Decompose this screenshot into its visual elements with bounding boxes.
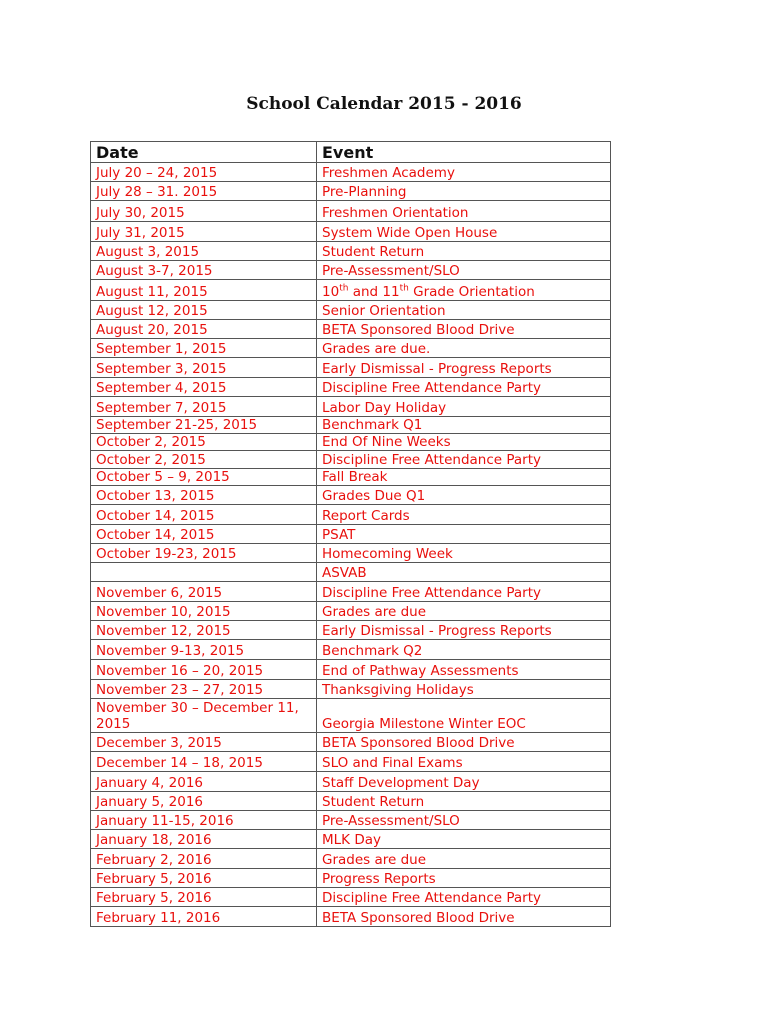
date-cell: August 12, 2015 — [91, 301, 317, 320]
event-cell: Benchmark Q1 — [317, 417, 611, 434]
event-cell: Discipline Free Attendance Party — [317, 378, 611, 397]
date-cell: August 3-7, 2015 — [91, 261, 317, 280]
date-cell: July 28 – 31. 2015 — [91, 182, 317, 201]
table-row — [91, 339, 611, 358]
table-row — [91, 525, 611, 544]
date-cell: December 3, 2015 — [91, 733, 317, 752]
event-cell: PSAT — [317, 525, 611, 544]
calendar-body — [91, 163, 611, 927]
date-cell: February 2, 2016 — [91, 849, 317, 869]
table-row — [91, 640, 611, 660]
date-cell: September 3, 2015 — [91, 358, 317, 378]
date-cell: July 31, 2015 — [91, 222, 317, 242]
date-cell: July 20 – 24, 2015 — [91, 163, 317, 182]
document-title: School Calendar 2015 - 2016 — [246, 94, 522, 114]
event-cell: Staff Development Day — [317, 772, 611, 792]
date-cell: February 11, 2016 — [91, 907, 317, 927]
date-cell: September 21-25, 2015 — [91, 417, 317, 434]
calendar-table — [90, 141, 611, 927]
event-cell: Homecoming Week — [317, 544, 611, 563]
event-cell: Georgia Milestone Winter EOC — [317, 699, 611, 733]
table-row — [91, 772, 611, 792]
table-row — [91, 849, 611, 869]
date-cell: September 1, 2015 — [91, 339, 317, 358]
event-cell: SLO and Final Exams — [317, 752, 611, 772]
event-cell: Discipline Free Attendance Party — [317, 451, 611, 469]
date-cell: August 20, 2015 — [91, 320, 317, 339]
date-cell: October 5 – 9, 2015 — [91, 469, 317, 486]
event-text: 10 — [322, 283, 340, 300]
event-cell: Freshmen Orientation — [317, 201, 611, 222]
date-cell: January 18, 2016 — [91, 830, 317, 849]
date-cell: November 10, 2015 — [91, 602, 317, 621]
event-cell: ASVAB — [317, 563, 611, 582]
event-cell: Grades Due Q1 — [317, 486, 611, 505]
table-row — [91, 451, 611, 469]
date-cell: September 4, 2015 — [91, 378, 317, 397]
date-cell: November 12, 2015 — [91, 621, 317, 640]
date-cell: October 2, 2015 — [91, 451, 317, 469]
table-row — [91, 469, 611, 486]
event-cell: BETA Sponsored Blood Drive — [317, 907, 611, 927]
event-cell: Thanksgiving Holidays — [317, 680, 611, 699]
date-cell: November 30 – December 11, 2015 — [91, 699, 317, 733]
event-cell: Labor Day Holiday — [317, 397, 611, 417]
date-cell: August 3, 2015 — [91, 242, 317, 261]
table-row — [91, 752, 611, 772]
event-cell: Fall Break — [317, 469, 611, 486]
date-cell: November 6, 2015 — [91, 582, 317, 602]
event-cell: MLK Day — [317, 830, 611, 849]
table-row — [91, 434, 611, 451]
table-row — [91, 242, 611, 261]
event-cell: Grades are due — [317, 849, 611, 869]
table-row — [91, 417, 611, 434]
table-row — [91, 733, 611, 752]
date-cell: August 11, 2015 — [91, 280, 317, 301]
table-row — [91, 660, 611, 680]
event-cell: End of Pathway Assessments — [317, 660, 611, 680]
event-cell: System Wide Open House — [317, 222, 611, 242]
table-row — [91, 182, 611, 201]
date-cell — [91, 563, 317, 582]
date-cell: July 30, 2015 — [91, 201, 317, 222]
table-row — [91, 621, 611, 640]
date-cell: September 7, 2015 — [91, 397, 317, 417]
table-row — [91, 792, 611, 811]
date-cell: January 4, 2016 — [91, 772, 317, 792]
event-cell: Pre-Assessment/SLO — [317, 811, 611, 830]
event-cell: Progress Reports — [317, 869, 611, 888]
event-cell: Grades are due — [317, 602, 611, 621]
event-cell: Early Dismissal - Progress Reports — [317, 621, 611, 640]
event-cell: Report Cards — [317, 505, 611, 525]
date-cell: November 23 – 27, 2015 — [91, 680, 317, 699]
table-row — [91, 261, 611, 280]
date-cell: January 11-15, 2016 — [91, 811, 317, 830]
table-row — [91, 602, 611, 621]
table-row — [91, 201, 611, 222]
event-cell: Discipline Free Attendance Party — [317, 888, 611, 907]
event-cell: BETA Sponsored Blood Drive — [317, 733, 611, 752]
table-row — [91, 222, 611, 242]
event-cell: Pre-Assessment/SLO — [317, 261, 611, 280]
ordinal-suffix: th — [339, 283, 349, 293]
table-row — [91, 358, 611, 378]
date-cell: November 9-13, 2015 — [91, 640, 317, 660]
event-cell: Student Return — [317, 792, 611, 811]
table-row — [91, 378, 611, 397]
ordinal-suffix: th — [399, 283, 409, 293]
date-cell: February 5, 2016 — [91, 869, 317, 888]
date-cell: January 5, 2016 — [91, 792, 317, 811]
date-cell: December 14 – 18, 2015 — [91, 752, 317, 772]
table-row — [91, 699, 611, 733]
table-row — [91, 280, 611, 301]
table-row — [91, 582, 611, 602]
date-cell: February 5, 2016 — [91, 888, 317, 907]
table-row — [91, 680, 611, 699]
table-header-row — [91, 142, 611, 163]
table-row — [91, 907, 611, 927]
date-cell: October 19-23, 2015 — [91, 544, 317, 563]
date-cell: October 2, 2015 — [91, 434, 317, 451]
table-row — [91, 301, 611, 320]
event-cell: Freshmen Academy — [317, 163, 611, 182]
event-cell: End Of Nine Weeks — [317, 434, 611, 451]
table-row — [91, 811, 611, 830]
event-cell: Pre-Planning — [317, 182, 611, 201]
table-row — [91, 563, 611, 582]
event-cell: Student Return — [317, 242, 611, 261]
event-cell: Benchmark Q2 — [317, 640, 611, 660]
table-row — [91, 163, 611, 182]
event-cell: Early Dismissal - Progress Reports — [317, 358, 611, 378]
table-row — [91, 869, 611, 888]
event-text: and 11 — [348, 283, 400, 300]
event-cell: Grades are due. — [317, 339, 611, 358]
table-row — [91, 320, 611, 339]
table-row — [91, 397, 611, 417]
event-cell: Discipline Free Attendance Party — [317, 582, 611, 602]
date-cell: October 14, 2015 — [91, 505, 317, 525]
table-row — [91, 505, 611, 525]
event-column-header: Event — [317, 142, 611, 163]
event-cell — [317, 280, 611, 301]
table-row — [91, 544, 611, 563]
date-cell: October 13, 2015 — [91, 486, 317, 505]
event-cell: Senior Orientation — [317, 301, 611, 320]
table-row — [91, 830, 611, 849]
event-text: Grade Orientation — [408, 283, 535, 300]
table-row — [91, 888, 611, 907]
date-column-header: Date — [91, 142, 317, 163]
table-row — [91, 486, 611, 505]
date-cell: October 14, 2015 — [91, 525, 317, 544]
date-cell: November 16 – 20, 2015 — [91, 660, 317, 680]
event-cell: BETA Sponsored Blood Drive — [317, 320, 611, 339]
